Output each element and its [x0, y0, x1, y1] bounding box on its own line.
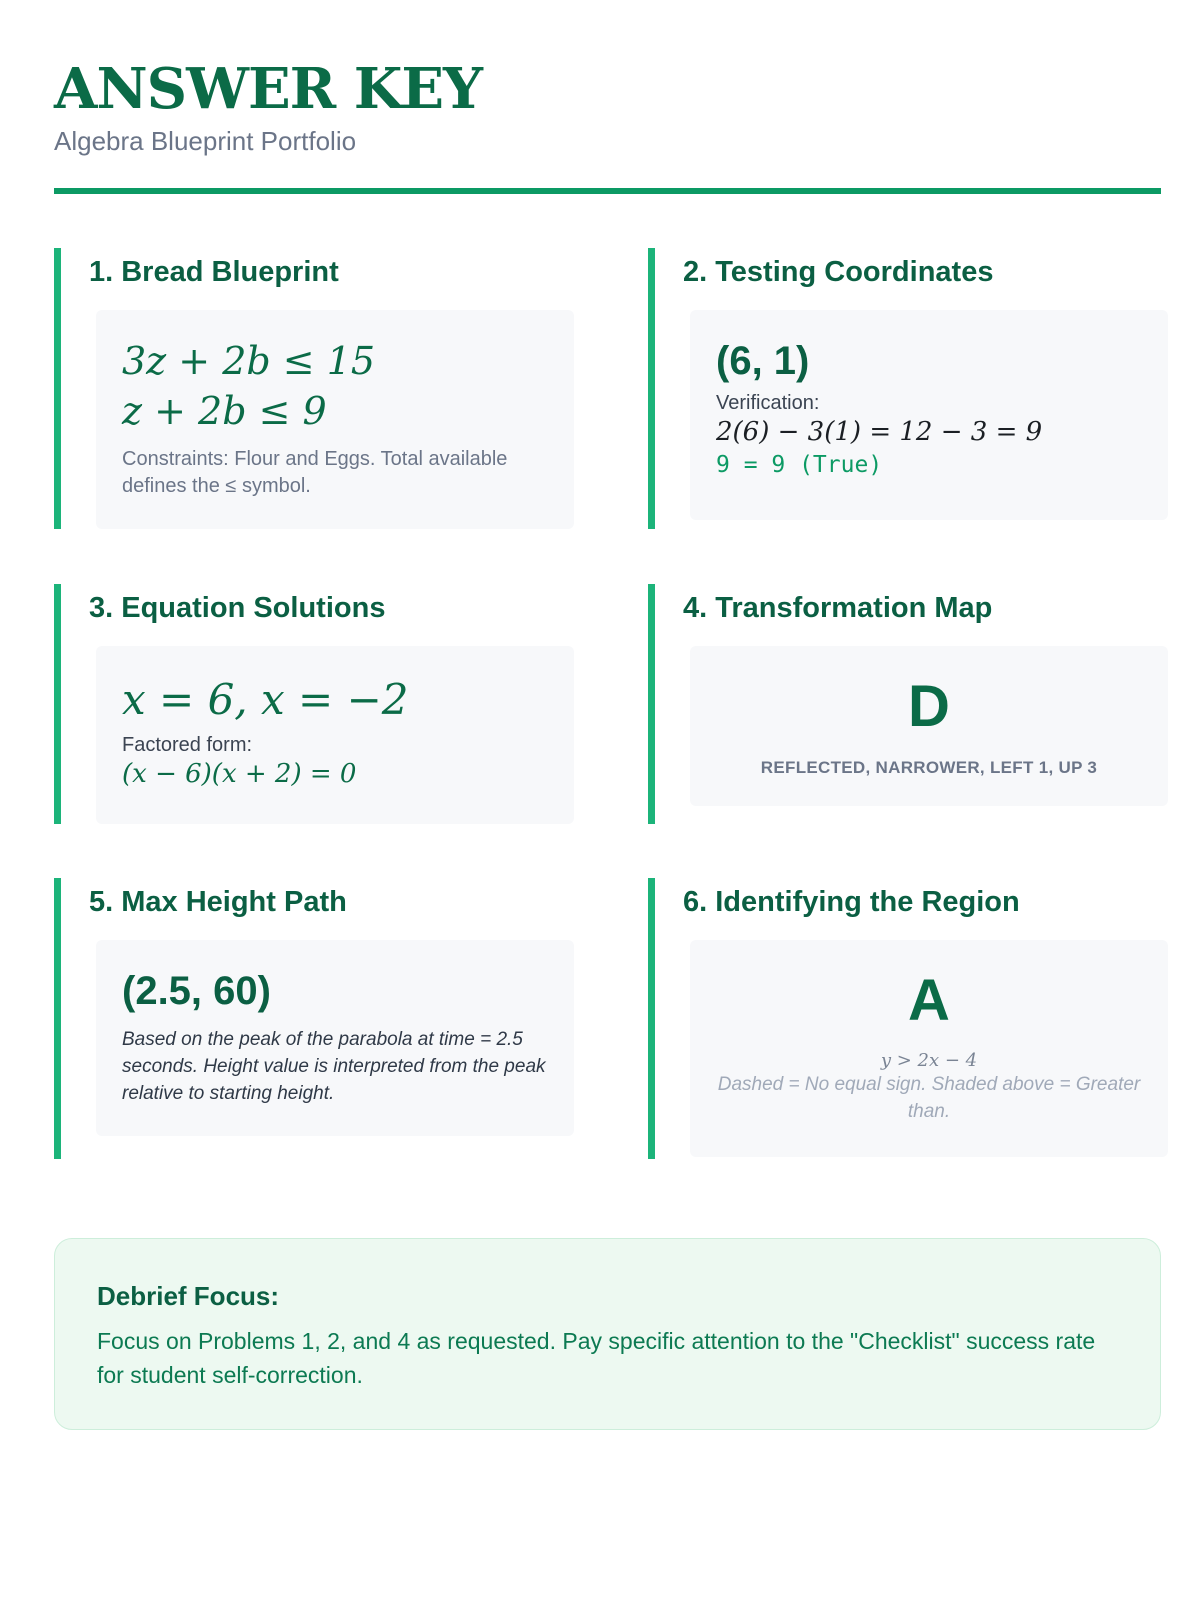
inequality: y > 2x − 4: [880, 1050, 978, 1071]
section-title: 3. Equation Solutions: [89, 592, 386, 624]
answer-note: REFLECTED, NARROWER, LEFT 1, UP 3: [760, 758, 1098, 777]
section-max-height-path: [54, 878, 574, 1159]
section-transformation-map: [648, 584, 1161, 824]
answer-card: [96, 310, 574, 529]
section-title: 5. Max Height Path: [89, 886, 347, 918]
answer-card: [690, 310, 1168, 520]
answer-note: Constraints: Flour and Eggs. Total available defines the ≤ symbol.: [122, 448, 508, 497]
section-equation-solutions: [54, 584, 574, 824]
section-identifying-region: [648, 878, 1161, 1159]
answer-note: Based on the peak of the parabola at time = 2.5 seconds. Height value is interpreted from the peak relative to starting height.: [122, 1029, 546, 1104]
verification-work: 2(6) − 3(1) = 12 − 3 = 9: [716, 417, 1043, 447]
header-divider: [54, 188, 1161, 194]
answer-note: Dashed = No equal sign. Shaded above = Greater than.: [717, 1074, 1141, 1122]
debrief-box: [54, 1238, 1161, 1430]
inequality-line: 3z + 2b ≤ 15: [122, 339, 376, 383]
debrief-text: Focus on Problems 1, 2, and 4 as requested. Pay specific attention to the "Checklist" success rate for student self-correction.: [97, 1328, 1096, 1388]
section-title: 2. Testing Coordinates: [683, 256, 994, 288]
page-subtitle: Algebra Blueprint Portfolio: [54, 126, 357, 156]
answer-letter: D: [908, 674, 950, 739]
answer-value: x = 6, x = −2: [122, 675, 409, 724]
section-title: 6. Identifying the Region: [683, 886, 1020, 918]
answer-value: (6, 1): [716, 339, 810, 383]
factored-form: (x − 6)(x + 2) = 0: [122, 759, 357, 789]
answer-card: [690, 940, 1168, 1157]
answer-letter: A: [908, 968, 950, 1033]
answer-card: [96, 940, 574, 1136]
header: [54, 58, 1161, 157]
section-testing-coordinates: [648, 248, 1161, 529]
inequality-line: z + 2b ≤ 9: [122, 389, 327, 433]
verification-result: 9 = 9 (True): [716, 452, 883, 478]
factored-form-label: Factored form:: [122, 734, 253, 756]
section-title: 4. Transformation Map: [683, 592, 993, 624]
answer-value: (2.5, 60): [122, 969, 271, 1013]
section-title: 1. Bread Blueprint: [89, 256, 339, 288]
verification-label: Verification:: [716, 392, 820, 414]
answer-card: [96, 646, 574, 824]
answer-card: [690, 646, 1168, 806]
debrief-title: Debrief Focus:: [97, 1281, 280, 1311]
section-bread-blueprint: [54, 248, 574, 529]
page-title: ANSWER KEY: [54, 56, 483, 122]
